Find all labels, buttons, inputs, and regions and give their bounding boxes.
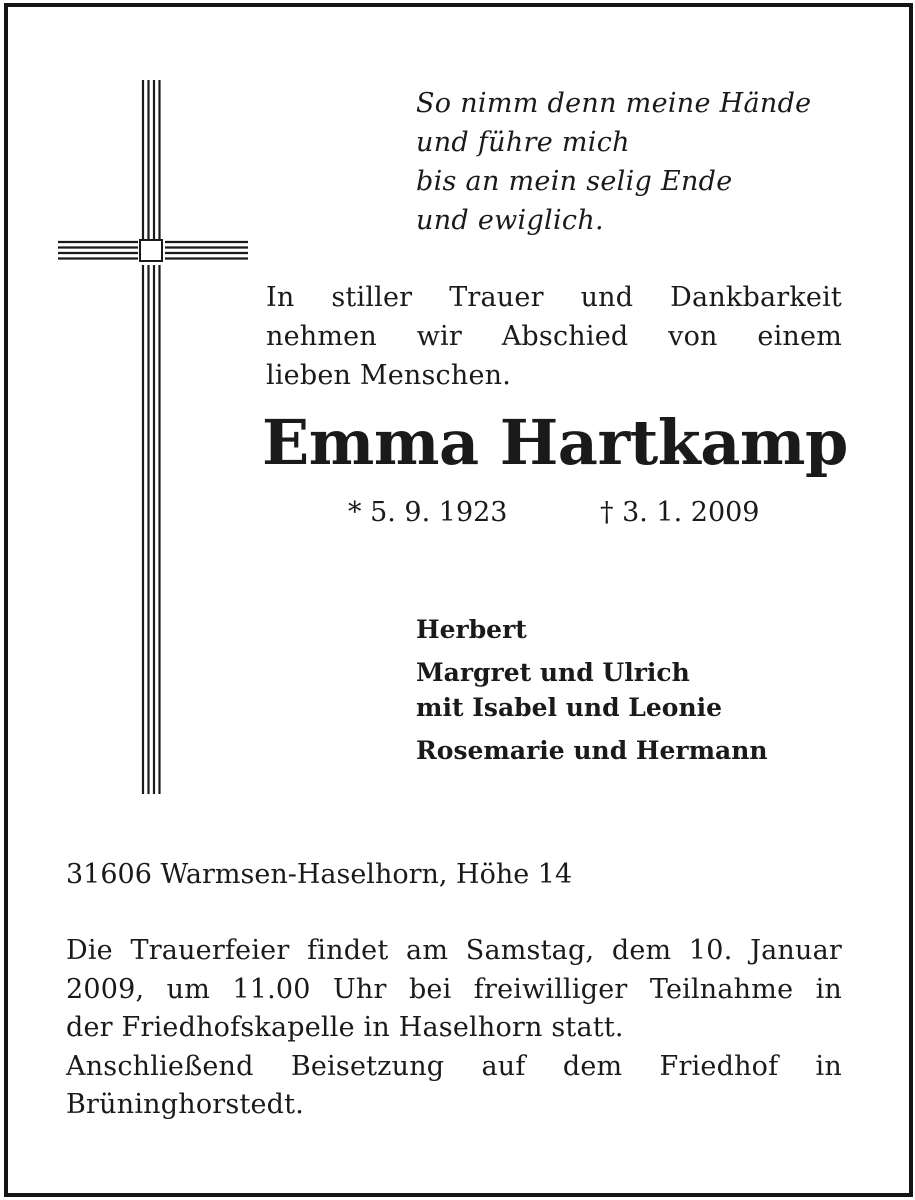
deceased-name: Emma Hartkamp — [262, 406, 848, 479]
intro-line: nehmen wir Abschied von einem — [266, 321, 842, 352]
poem-line: So nimm denn meine Hände — [416, 88, 812, 119]
service-line: 2009, um 11.00 Uhr bei freiwilliger Teilnahme in — [66, 973, 842, 1005]
family-line: Herbert — [416, 615, 527, 644]
intro-line: lieben Menschen. — [266, 360, 512, 391]
poem-line: und führe mich — [416, 127, 630, 158]
family-line: Margret und Ulrich — [416, 658, 690, 687]
service-line: Die Trauerfeier findet am Samstag, dem 10. Januar — [66, 935, 842, 966]
address: 31606 Warmsen-Haselhorn, Höhe 14 — [66, 859, 573, 890]
family-members — [416, 612, 768, 768]
intro-text — [266, 278, 842, 395]
service-line: Brüninghorstedt. — [66, 1089, 304, 1120]
poem-verse — [416, 84, 811, 240]
intro-line: In stiller Trauer und Dankbarkeit — [266, 282, 842, 313]
birth-date: * 5. 9. 1923 — [348, 497, 508, 528]
poem-line: bis an mein selig Ende — [416, 166, 733, 197]
service-line: Anschließend Beisetzung auf dem Friedhof in — [66, 1050, 842, 1082]
death-date: † 3. 1. 2009 — [600, 497, 760, 528]
service-notice — [66, 932, 842, 1125]
poem-line: und ewiglich. — [416, 205, 604, 236]
family-line: Rosemarie und Hermann — [416, 736, 768, 765]
family-line: mit Isabel und Leonie — [416, 693, 723, 722]
service-line: der Friedhofskapelle in Haselhorn statt. — [66, 1012, 624, 1043]
